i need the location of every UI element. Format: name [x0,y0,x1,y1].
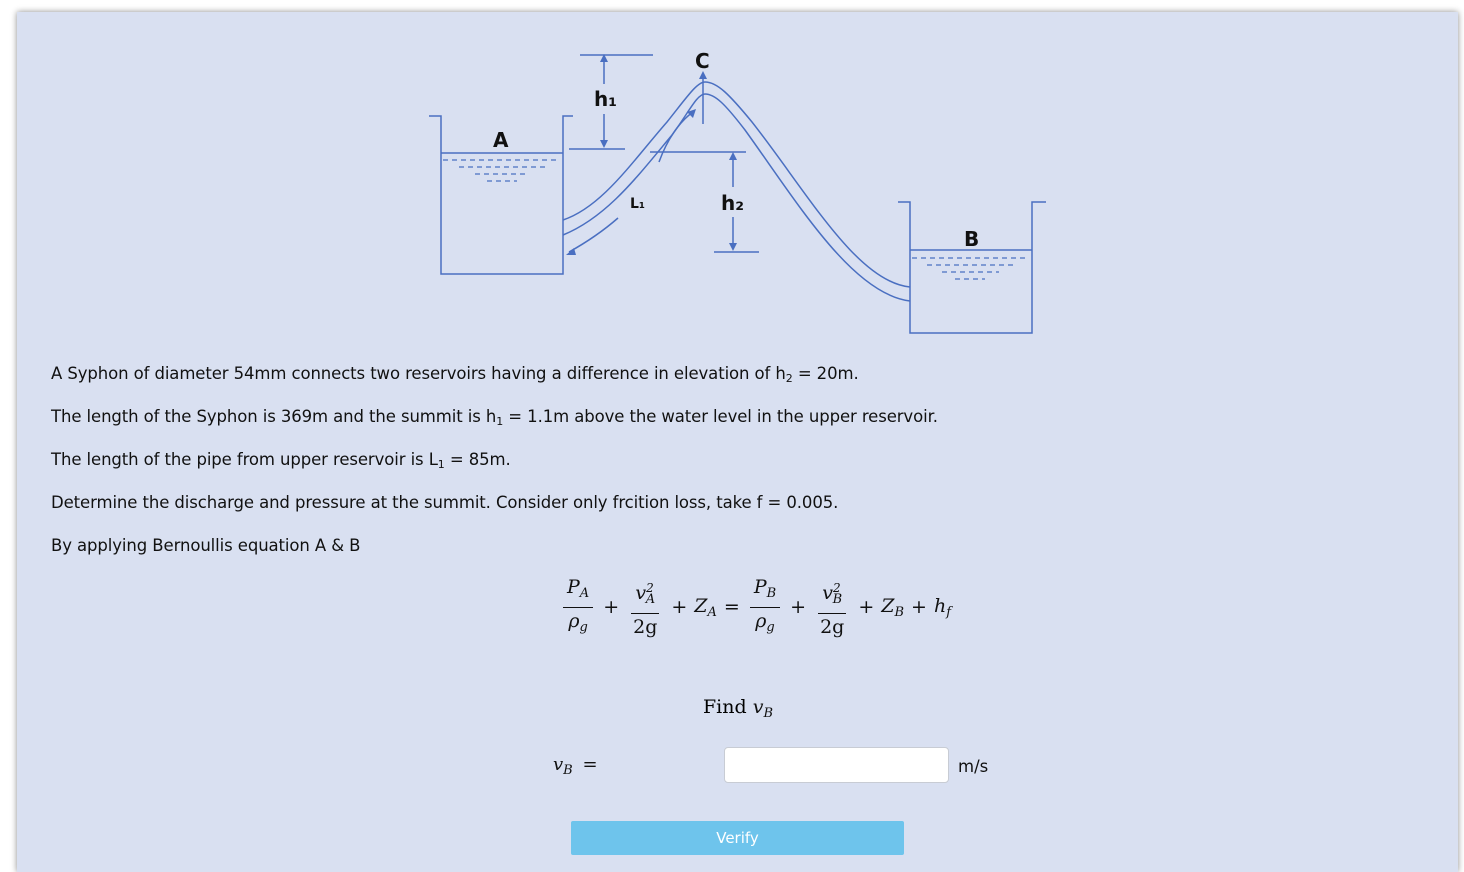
question-panel [17,12,1458,872]
label-b: B [964,227,980,251]
problem-line-3: The length of the pipe from upper reservoir is $L_1 = 85m$. [51,450,511,471]
label-h1: h₁ [594,87,617,111]
verify-button[interactable]: Verify [571,821,904,855]
label-a: A [493,128,509,152]
problem-line-5: By applying Bernoullis equation A & B [51,536,361,555]
syphon-pipe-outer [563,82,910,287]
reservoir-b [898,202,1046,333]
syphon-diagram [17,12,1458,352]
answer-unit: m/s [958,757,989,776]
problem-line-4: Determine the discharge and pressure at the summit. Consider only frcition loss, take f = 0.005. [51,493,839,512]
problem-line-2: The length of the Syphon is 369m and the summit is $h_1 = 1.1m$ above the water level in the upper reservoir. [51,407,938,428]
bernoulli-equation: $\frac{P_A}{\rho_g}$ + $\frac{v^2_A}{2g}$ + $Z_A$ = $\frac{P_B}{\rho_g}$ + $\frac{v^2_B}{2g}$ + $Z_B$ + $h_f$ [560,577,951,637]
vb2-over-2g: $\frac{v^2_B}{2g}$ [816,577,848,638]
label-l1: L₁ [630,196,646,212]
label-h2: h₂ [721,191,744,215]
pa-over-rhog: $\frac{P_A}{\rho_g}$ [563,576,593,639]
find-prompt: Find $v_B$ [703,696,774,721]
vb-answer-input[interactable] [724,747,949,783]
problem-line-1: A Syphon of diameter 54mm connects two reservoirs having a difference in elevation of $h_2 = 20m$. [51,364,859,385]
pb-over-rhog: $\frac{P_B}{\rho_g}$ [750,576,780,639]
va2-over-2g: $\frac{v^2_A}{2g}$ [629,577,661,638]
answer-label: $v_B$ = [553,754,598,778]
label-c: C [695,49,710,73]
